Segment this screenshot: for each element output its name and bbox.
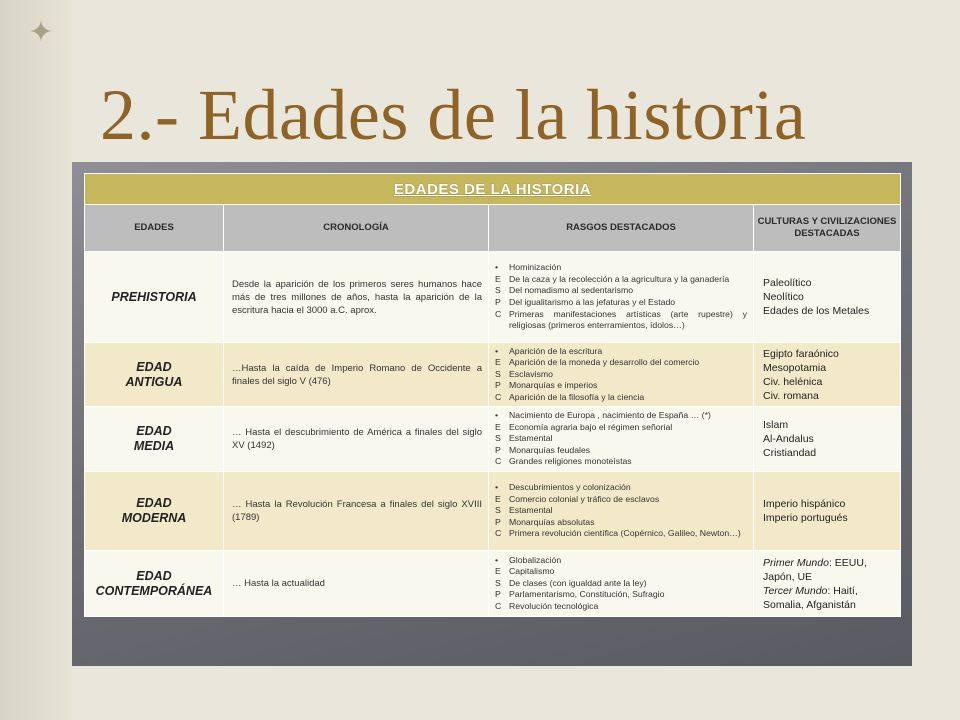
- header-rasgos: RASGOS DESTACADOS: [489, 205, 754, 252]
- cultura-text: Civ. romana: [763, 389, 819, 402]
- cultura-item: [763, 304, 894, 318]
- cultura-text: Imperio hispánico: [763, 498, 846, 510]
- table-row: [85, 551, 901, 617]
- rasgo-marker: E: [495, 566, 501, 577]
- cultura-text: : EEUU, Japón, UE: [763, 556, 867, 583]
- rasgo-marker: E: [495, 357, 501, 368]
- list-item: [495, 274, 747, 286]
- list-item: [495, 482, 747, 494]
- list-item: [495, 456, 747, 468]
- rasgos-cell: [489, 472, 754, 551]
- rasgo-text: Estamental: [509, 505, 553, 516]
- history-table: [84, 173, 901, 617]
- left-margin-band: [0, 0, 72, 720]
- cultura-text: Cristiandad: [763, 447, 817, 459]
- cultura-text: Edades de los Metales: [763, 305, 870, 317]
- rasgo-marker: C: [495, 308, 502, 319]
- rasgo-marker: S: [495, 368, 501, 379]
- cultura-text: Mesopotamia: [763, 361, 827, 374]
- rasgo-marker: C: [495, 456, 502, 467]
- rasgo-text: Revolución tecnológica: [509, 600, 599, 611]
- cultura-item: [763, 511, 894, 525]
- edad-cell: [85, 551, 224, 617]
- edad-name: EDAD: [136, 496, 172, 510]
- rasgo-text: Primeras manifestaciones artísticas (arte rupestre) y religiosas (primeros enterramientos, ídolos…): [509, 308, 747, 331]
- list-item: [495, 445, 747, 457]
- cultura-item: [763, 556, 894, 584]
- rasgo-marker: C: [495, 528, 502, 539]
- cronologia-cell: … Hasta el descubrimiento de América a finales del siglo XV (1492): [224, 407, 489, 472]
- rasgos-list: [495, 262, 747, 332]
- rasgo-marker: P: [495, 589, 501, 600]
- rasgos-cell: [489, 343, 754, 407]
- cultura-item: [763, 347, 894, 361]
- rasgos-list: [495, 555, 747, 613]
- cultura-item: [763, 290, 894, 304]
- rasgo-text: Monarquías feudales: [509, 444, 591, 455]
- rasgos-list: [495, 346, 747, 404]
- list-item: [495, 494, 747, 506]
- list-item: [495, 262, 747, 274]
- table-row: [85, 472, 901, 551]
- cultura-text: Primer Mundo: [763, 556, 829, 569]
- culturas-cell: [754, 472, 901, 551]
- rasgo-text: De la caza y la recolección a la agricultura y la ganadería: [509, 273, 730, 284]
- edad-name: MEDIA: [133, 439, 175, 453]
- edad-cell: [85, 472, 224, 551]
- rasgo-text: Capitalismo: [509, 566, 555, 577]
- table-body: [85, 252, 901, 617]
- list-item: [495, 578, 747, 590]
- cronologia-cell: …Hasta la caída de Imperio Romano de Occidente a finales del siglo V (476): [224, 343, 489, 407]
- culturas-cell: [754, 407, 901, 472]
- edad-cell: [85, 343, 224, 407]
- list-item: [495, 357, 747, 369]
- header-culturas: CULTURAS Y CIVILIZACIONES DESTACADAS: [754, 205, 901, 252]
- rasgo-text: Monarquías e imperios: [509, 380, 598, 391]
- rasgo-marker: C: [495, 600, 502, 611]
- rasgo-marker: •: [495, 262, 499, 273]
- rasgo-marker: P: [495, 297, 501, 307]
- list-item: [495, 589, 747, 601]
- rasgo-text: Grandes religiones monoteístas: [509, 456, 632, 467]
- culturas-cell: [754, 343, 901, 407]
- header-edades: EDADES: [85, 205, 224, 252]
- rasgo-marker: P: [495, 380, 501, 391]
- cultura-item: [763, 432, 894, 446]
- rasgo-marker: P: [495, 444, 501, 455]
- table-row: [85, 343, 901, 407]
- list-item: [495, 433, 747, 445]
- cultura-text: Islam: [763, 419, 789, 431]
- edad-name: MODERNA: [121, 511, 187, 525]
- rasgo-text: Descubrimientos y colonización: [509, 482, 631, 493]
- rasgo-text: De clases (con igualdad ante la ley): [509, 577, 647, 588]
- rasgo-text: Del nomadismo al sedentarismo: [509, 285, 634, 296]
- cronologia-cell: … Hasta la Revolución Francesa a finales del siglo XVIII (1789): [224, 472, 489, 551]
- cultura-text: Al-Andalus: [763, 433, 814, 445]
- list-item: [495, 369, 747, 381]
- rasgo-text: Aparición de la moneda y desarrollo del comercio: [509, 357, 700, 368]
- cultura-item: [763, 584, 894, 612]
- rasgo-text: Aparición de la escritura: [509, 345, 603, 356]
- list-item: [495, 566, 747, 578]
- edad-cell: [85, 252, 224, 343]
- rasgo-text: Comercio colonial y tráfico de esclavos: [509, 493, 660, 504]
- rasgo-text: Aparición de la filosofía y la ciencia: [509, 391, 645, 402]
- rasgos-cell: [489, 407, 754, 472]
- cultura-text: Paleolítico: [763, 277, 812, 289]
- table-caption: EDADES DE LA HISTORIA: [85, 174, 901, 205]
- rasgo-marker: •: [495, 410, 499, 421]
- culturas-cell: [754, 252, 901, 343]
- list-item: [495, 285, 747, 297]
- table-row: [85, 407, 901, 472]
- list-item: [495, 297, 747, 309]
- page-title: 2.- Edades de la historia: [100, 75, 807, 155]
- cultura-item: [763, 497, 894, 511]
- cultura-text: Civ. helénica: [763, 375, 823, 388]
- cultura-text: Tercer Mundo: [763, 584, 828, 597]
- rasgo-marker: •: [495, 554, 499, 565]
- cultura-item: [763, 276, 894, 290]
- cultura-item: [763, 375, 894, 389]
- rasgo-marker: S: [495, 505, 501, 516]
- rasgo-text: Globalización: [509, 554, 562, 565]
- rasgos-list: [495, 410, 747, 468]
- list-item: [495, 422, 747, 434]
- cultura-item: [763, 361, 894, 375]
- rasgo-marker: S: [495, 577, 501, 588]
- rasgo-marker: S: [495, 285, 501, 296]
- list-item: [495, 392, 747, 404]
- edad-name: EDAD: [136, 568, 172, 583]
- cultura-text: Neolítico: [763, 291, 804, 303]
- rasgo-marker: E: [495, 421, 501, 432]
- table-row: [85, 252, 901, 343]
- cultura-item: [763, 389, 894, 403]
- history-table-image: [84, 173, 900, 614]
- rasgo-marker: S: [495, 433, 501, 444]
- edad-name: CONTEMPORÁNEA: [95, 583, 213, 598]
- rasgo-marker: P: [495, 516, 501, 527]
- edad-name: EDAD: [136, 424, 172, 438]
- rasgo-marker: C: [495, 391, 502, 402]
- list-item: [495, 380, 747, 392]
- culturas-cell: [754, 551, 901, 617]
- rasgo-marker: •: [495, 482, 499, 493]
- rasgo-marker: E: [495, 273, 501, 284]
- rasgo-text: Monarquías absolutas: [509, 516, 595, 527]
- list-item: [495, 517, 747, 529]
- rasgos-list: [495, 482, 747, 540]
- list-item: [495, 309, 747, 332]
- list-item: [495, 601, 747, 613]
- rasgo-marker: •: [495, 345, 499, 356]
- rasgo-text: Economía agraria bajo el régimen señorial: [509, 421, 673, 432]
- list-item: [495, 346, 747, 358]
- rasgo-text: Primera revolución científica (Copérnico, Galileo, Newton…): [509, 528, 741, 539]
- cultura-text: Egipto faraónico: [763, 347, 839, 360]
- cronologia-cell: … Hasta la actualidad: [224, 551, 489, 617]
- edad-name: PREHISTORIA: [111, 289, 197, 304]
- list-item: [495, 555, 747, 567]
- star-icon: ✦: [28, 15, 54, 50]
- rasgo-text: Parlamentarismo, Constitución, Sufragio: [509, 589, 665, 600]
- cronologia-cell: Desde la aparición de los primeros seres humanos hace más de tres millones de años, hasta la aparición de la escritura hacia el 3000 a.C. aprox.: [224, 252, 489, 343]
- edad-name: ANTIGUA: [125, 374, 183, 389]
- edad-cell: [85, 407, 224, 472]
- cultura-text: Imperio portugués: [763, 512, 848, 524]
- rasgo-text: Hominización: [509, 262, 562, 273]
- cultura-text: : Haití, Somalia, Afganistán: [763, 584, 858, 611]
- list-item: [495, 410, 747, 422]
- rasgo-text: Del igualitarismo a las jefaturas y el Estado: [509, 297, 676, 307]
- cultura-item: [763, 418, 894, 432]
- header-cronologia: CRONOLOGÍA: [224, 205, 489, 252]
- list-item: [495, 528, 747, 540]
- rasgo-text: Esclavismo: [509, 368, 553, 379]
- rasgos-cell: [489, 252, 754, 343]
- edad-name: EDAD: [136, 359, 172, 374]
- rasgo-text: Estamental: [509, 433, 553, 444]
- rasgo-text: Nacimiento de Europa , nacimiento de España … (*): [509, 410, 711, 421]
- cultura-item: [763, 446, 894, 460]
- list-item: [495, 505, 747, 517]
- rasgos-cell: [489, 551, 754, 617]
- rasgo-marker: E: [495, 493, 501, 504]
